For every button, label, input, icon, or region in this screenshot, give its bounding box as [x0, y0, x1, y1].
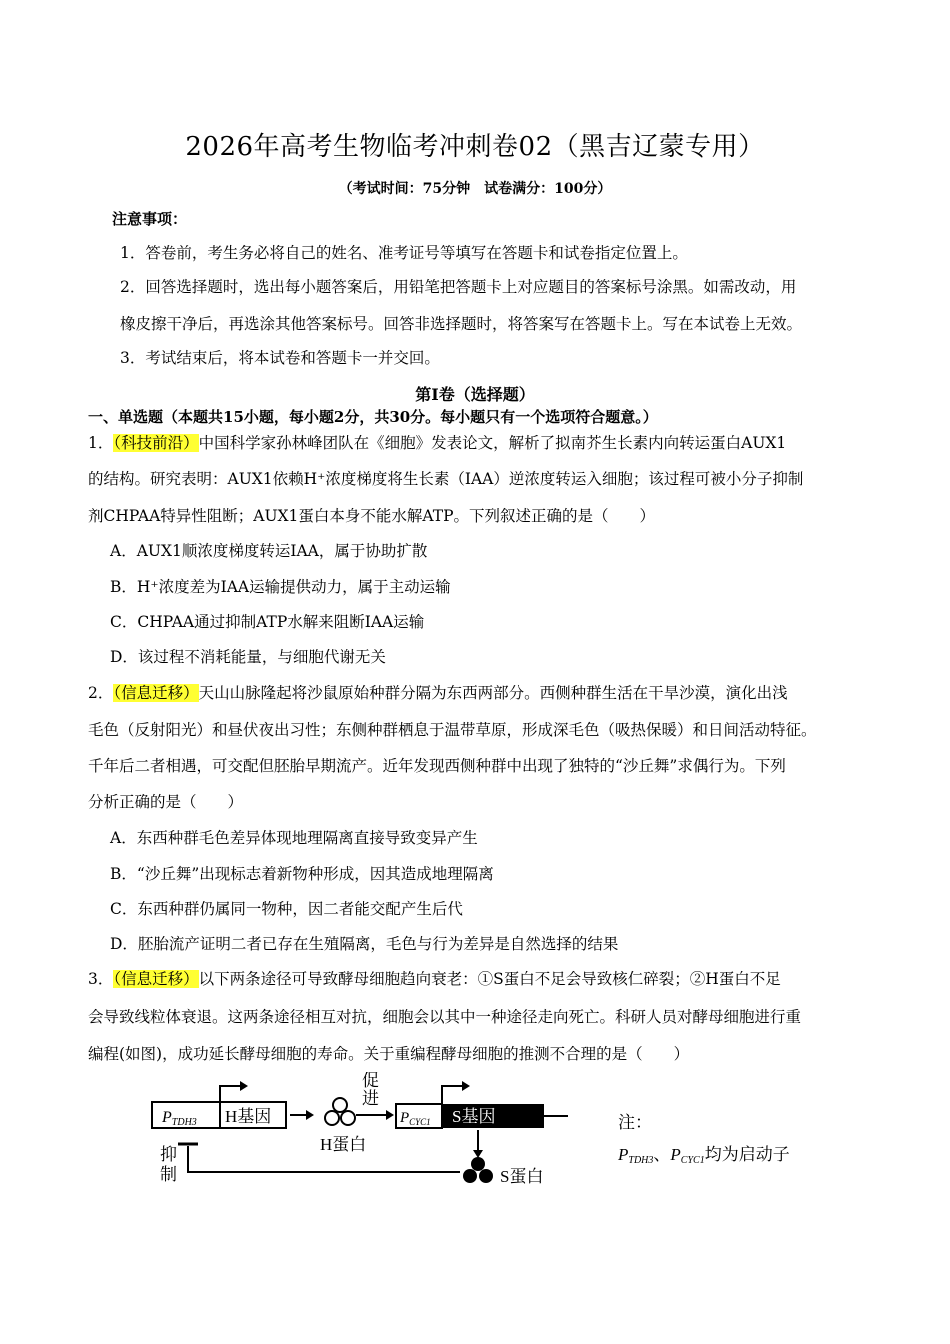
arrowhead-icon [386, 1110, 394, 1120]
notice-heading: 注意事项： [112, 210, 188, 228]
question-tag: （信息迁移） [113, 684, 199, 702]
arrowhead-icon [473, 1150, 483, 1158]
question-3-line-1: 3．（信息迁移）以下两条途径可导致酵母细胞趋向衰老：①S蛋白不足会导致核仁碎裂；②H蛋白不足 [88, 970, 781, 988]
h-gene-label: H基因 [225, 1107, 272, 1126]
question-number: 2． [88, 684, 114, 702]
promoter-tdh3-label: PTDH3 [162, 1109, 197, 1128]
question-2-line-4: 分析正确的是（ ） [88, 793, 244, 811]
question-1-line-2: 的结构。研究表明：AUX1依赖H⁺浓度梯度将生长素（IAA）逆浓度转运入细胞；该过程可被小分子抑制 [88, 470, 804, 488]
question-2-option-d: D．胚胎流产证明二者已存在生殖隔离，毛色与行为差异是自然选择的结果 [110, 935, 619, 953]
section-title: 第Ⅰ卷（选择题） [415, 385, 535, 404]
question-1-option-c: C．CHPAA通过抑制ATP水解来阻断IAA运输 [110, 613, 425, 631]
page-title: 2026年高考生物临考冲刺卷02（黑吉辽蒙专用） [185, 132, 765, 162]
transcription-arrow-icon [220, 1086, 240, 1102]
question-number: 1． [88, 434, 114, 452]
h-protein-icon [325, 1098, 355, 1125]
question-number: 3． [88, 970, 114, 988]
question-2-line-3: 千年后二者相遇，可交配但胚胎早期流产。近年发现西侧种群中出现了独特的“沙丘舞”求偶行为。下列 [88, 757, 786, 775]
question-1-option-a: A．AUX1顺浓度梯度转运IAA，属于协助扩散 [110, 542, 428, 560]
inhibit-label-1: 抑 [160, 1145, 177, 1164]
note-text: PTDH3、PCYC1均为启动子 [618, 1145, 790, 1166]
question-3-line-2: 会导致线粒体衰退。这两条途径相互对抗，细胞会以其中一种途径走向死亡。科研人员对酵母细胞进行重 [88, 1008, 802, 1026]
s-gene-label: S基因 [452, 1107, 496, 1126]
exam-info: （考试时间：75分钟 试卷满分：100分） [338, 181, 612, 197]
question-1-line-1: 1．（科技前沿）中国科学家孙林峰团队在《细胞》发表论文，解析了拟南芥生长素内向转运蛋白AUX1 [88, 434, 787, 452]
question-tag: （科技前沿） [113, 434, 199, 452]
question-1-line-3: 剂CHPAA特异性阻断；AUX1蛋白本身不能水解ATP。下列叙述正确的是（ ） [88, 507, 656, 525]
question-2-option-a: A．东西种群毛色差异体现地理隔离直接导致变异产生 [110, 829, 478, 847]
question-2-line-1: 2．（信息迁移）天山山脉隆起将沙鼠原始种群分隔为东西两部分。西侧种群生活在干旱沙漠，演化出浅 [88, 684, 788, 702]
question-2-line-2: 毛色（反射阳光）和昼伏夜出习性；东侧种群栖息于温带草原，形成深毛色（吸热保暖）和日间活动特征。 [88, 721, 817, 739]
promote-label: 促进 [362, 1072, 379, 1108]
question-tag: （信息迁移） [113, 970, 199, 988]
notice-item-2-cont: 橡皮擦干净后，再选涂其他答案标号。回答非选择题时，将答案写在答题卡上。写在本试卷上无效。 [120, 315, 803, 333]
arrowhead-icon [240, 1081, 248, 1091]
note-label: 注： [618, 1113, 652, 1132]
inhibit-label-2: 制 [160, 1165, 177, 1184]
question-2-option-c: C．东西种群仍属同一物种，因二者能交配产生后代 [110, 900, 463, 918]
question-1-option-d: D．该过程不消耗能量，与细胞代谢无关 [110, 648, 386, 666]
s-protein-icon [463, 1157, 493, 1183]
notice-item-3: 3．考试结束后，将本试卷和答题卡一并交回。 [120, 349, 440, 367]
s-protein-label: S蛋白 [500, 1167, 544, 1186]
arrowhead-icon [462, 1081, 470, 1091]
question-3-line-3: 编程(如图)，成功延长酵母细胞的寿命。关于重编程酵母细胞的推测不合理的是（ ） [88, 1045, 690, 1063]
reprogramming-diagram [140, 1072, 840, 1212]
question-1-option-b: B．H⁺浓度差为IAA运输提供动力，属于主动运输 [110, 578, 451, 596]
h-protein-label: H蛋白 [320, 1135, 367, 1154]
promoter-cyc1-label: $P_{CYC1}$ [400, 1110, 431, 1127]
arrowhead-icon [306, 1110, 314, 1120]
transcription-arrow-icon [442, 1086, 462, 1104]
question-2-option-b: B．“沙丘舞”出现标志着新物种形成，因其造成地理隔离 [110, 865, 494, 883]
part-title: 一、单选题（本题共15小题，每小题2分，共30分。每小题只有一个选项符合题意。） [88, 408, 658, 426]
notice-item-2: 2．回答选择题时，选出每小题答案后，用铅笔把答题卡上对应题目的答案标号涂黑。如需改动，用 [120, 278, 797, 296]
notice-item-1: 1．答卷前，考生务必将自己的姓名、准考证号等填写在答题卡和试卷指定位置上。 [120, 244, 688, 262]
